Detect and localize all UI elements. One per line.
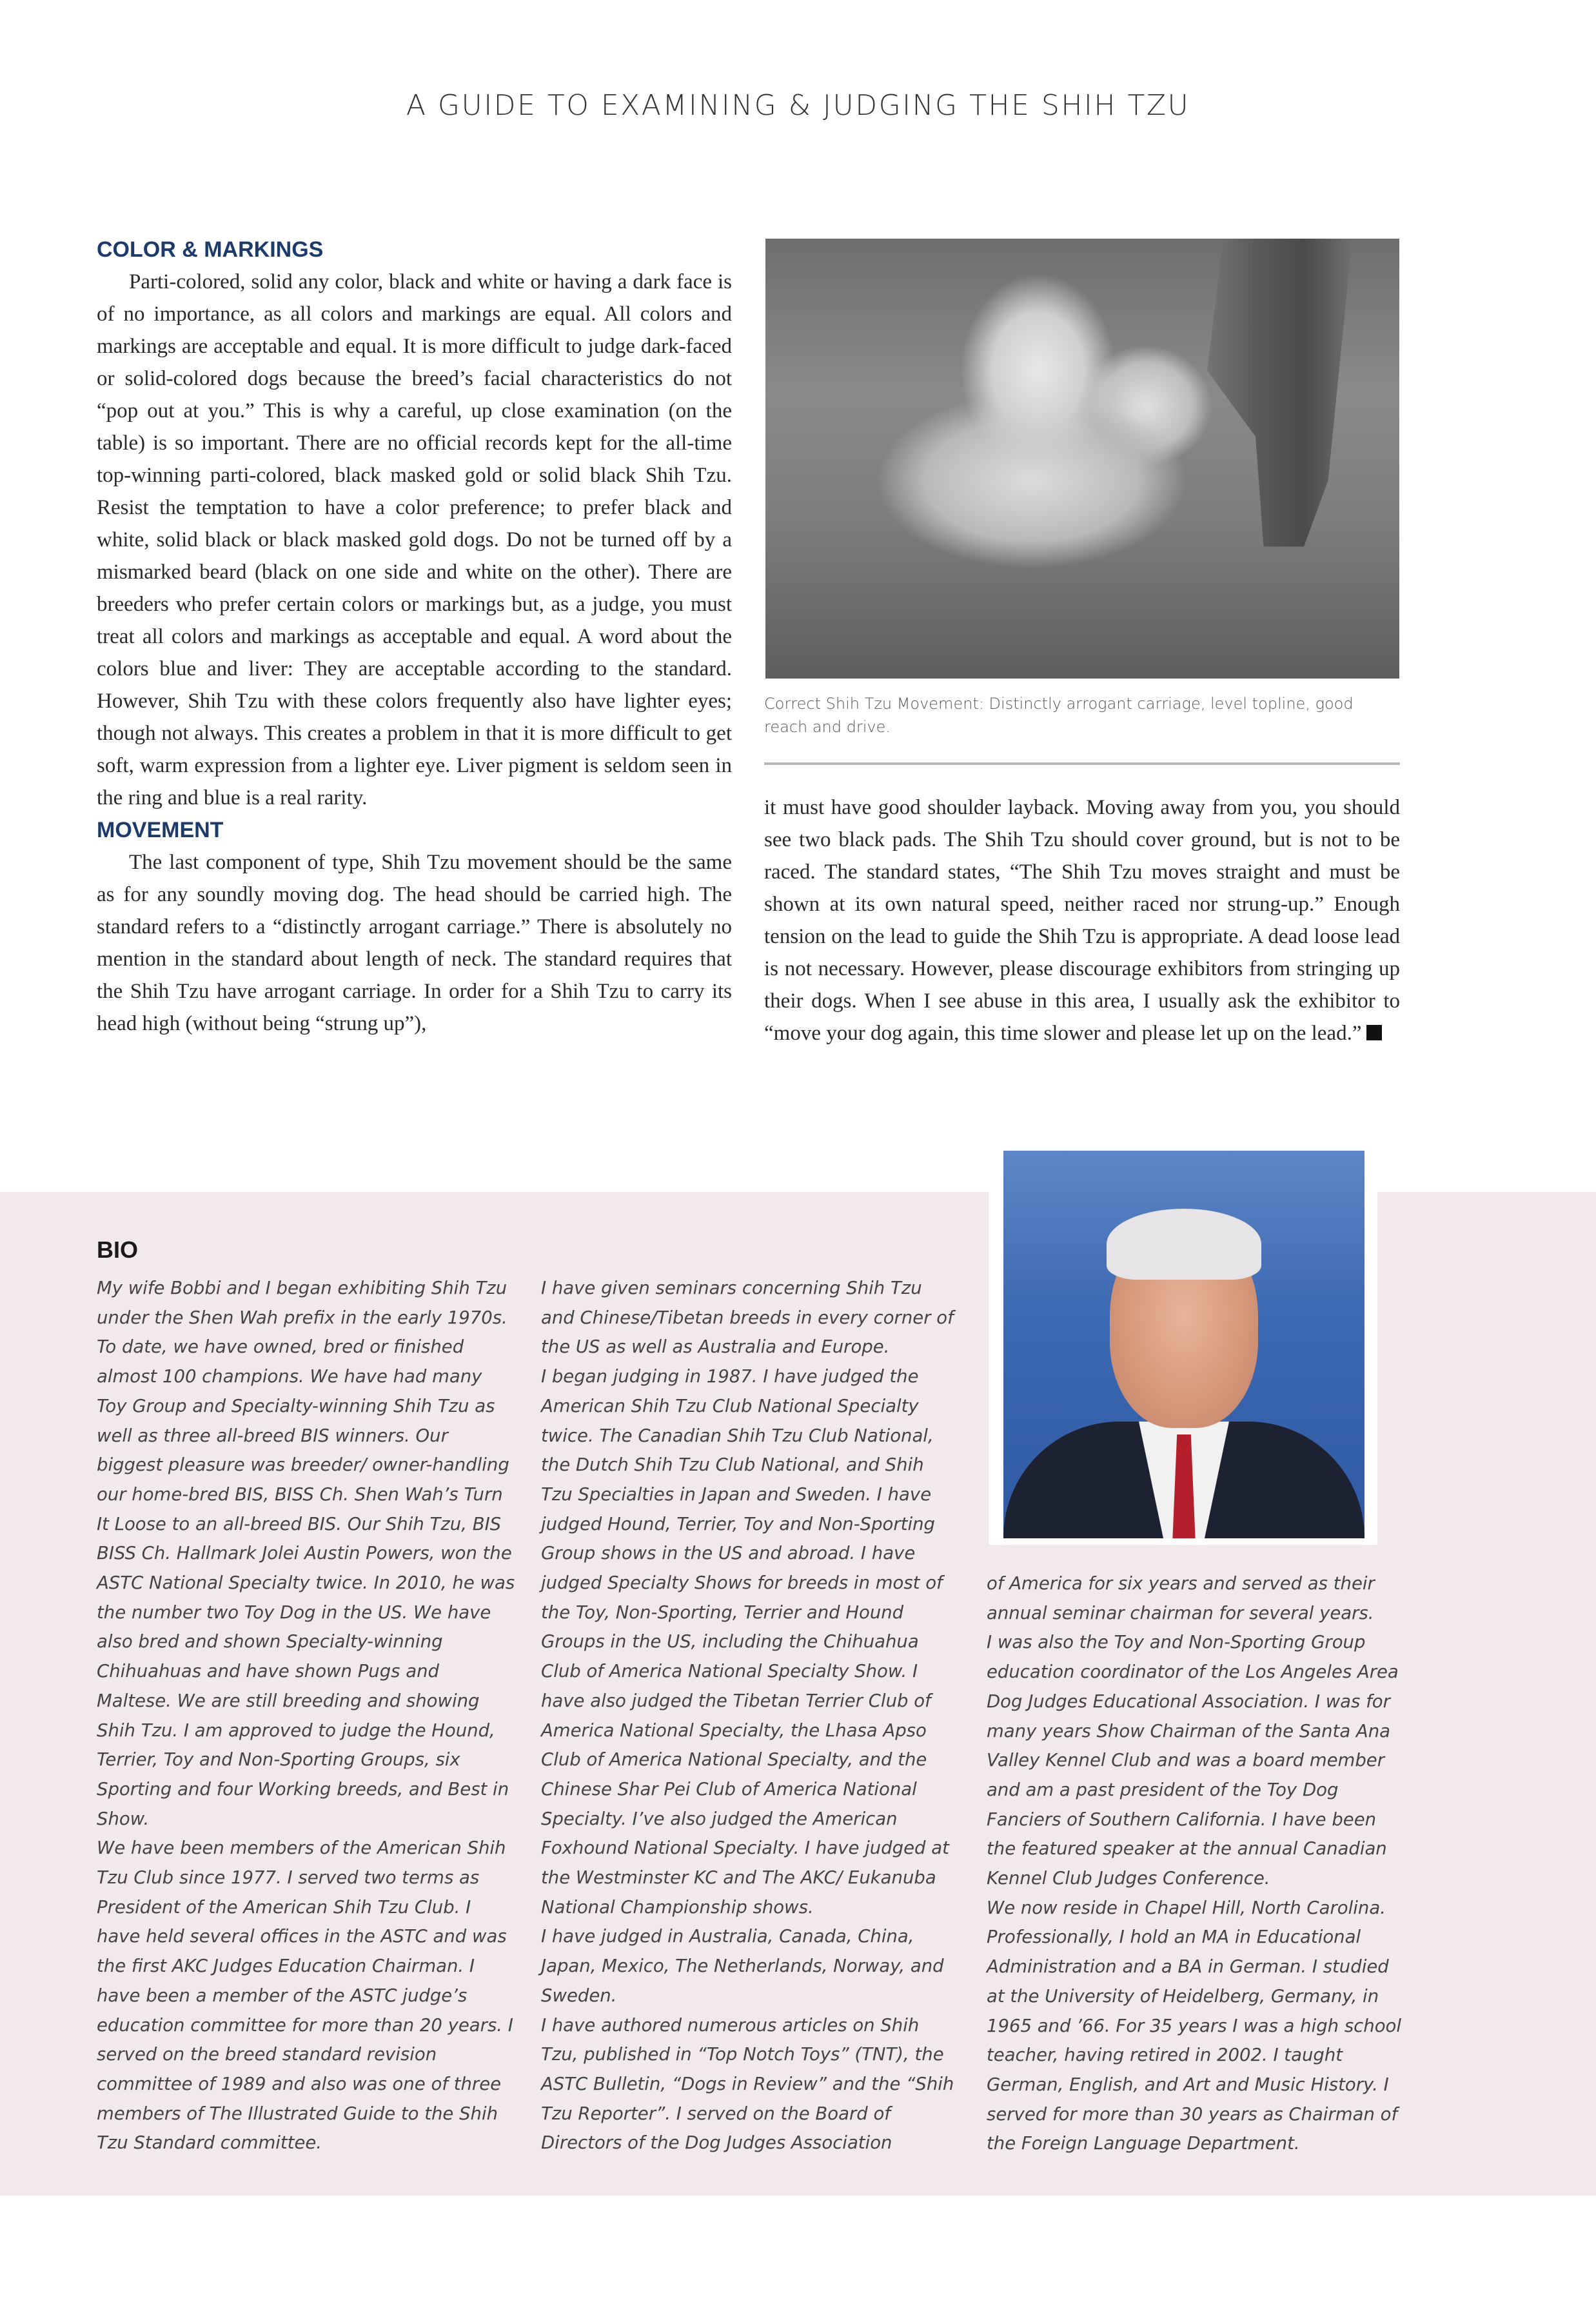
shih-tzu-movement-photo [765,239,1399,679]
color-markings-heading: COLOR & MARKINGS [97,237,324,262]
bio-paragraph: I have authored numerous articles on Shih Tzu, published in “Top Notch Toys” (TNT), the ASTC Bulletin, “Dogs in Review” and the “Shih Tzu Reporter”. I served on the Board of Directors of the Dog Judges Association [541,2014,954,2154]
color-markings-text: Parti-colored, solid any color, black and white or having a dark face is of no importance, as all colors and markings are equal. All colors and markings are acceptable and equal. It is more difficult to judge dark-faced or solid-colored dogs because the breed’s facial characteristics do not “pop out at you.” This is why a careful, up close examination (on the table) is so important. There are no official records kept for the all-time top-winning parti-colored, black masked gold or solid black Shih Tzu. Resist the temptation to have a color preference; to prefer black and white, solid black or black masked gold dogs. Do not be turned off by a mismarked beard (black on one side and white on the other). There are breeders who prefer certain colors or markings but, as a judge, you must treat all colors and markings as acceptable and equal. A word about the colors blue and liver: They are acceptable according to the standard. However, Shih Tzu with these colors frequently also have lighter eyes; though not always. This creates a problem in that it is more difficult to get soft, warm expression from a lighter eye. Liver pigment is seldom seen in the ring and blue is a real rarity. [97,270,732,809]
bio-paragraph: I was also the Toy and Non-Sporting Group education coordinator of the Los Angeles Area Dog Judges Educational Association. I was for many years Show Chairman of the Santa Ana Valley Kennel Club and was a board member and am a past president of the Toy Dog Fanciers of Southern California. I have been the featured speaker at the annual Canadian Kennel Club Judges Conference. [987,1632,1399,1889]
page-title: A GUIDE TO EXAMINING & JUDGING THE SHIH TZU [406,89,1190,122]
author-portrait [989,1145,1377,1545]
portrait-hair [1107,1209,1261,1280]
bio-column-3 [987,1569,1406,2159]
bio-paragraph: I began judging in 1987. I have judged the American Shih Tzu Club National Specialty twice. The Canadian Shih Tzu Club National, the Dutch Shih Tzu Club National, and Shih Tzu Specialties in Japan and Sweden. I have judged Hound, Terrier, Toy and Non-Sporting Group shows in the US and abroad. I have judged Specialty Shows for breeds in most of the Toy, Non-Sporting, Terrier and Hound Groups in the US, including the Chihuahua Club of America National Specialty Show. I have also judged the Tibetan Terrier Club of America National Specialty, the Lhasa Apso Club of America National Specialty, and the Chinese Shar Pei Club of America National Specialty. I’ve also judged the American Foxhound National Specialty. I have judged at the Westminster KC and The AKC/ Eukanuba National Championship shows. [541,1366,949,1918]
article-right-column [764,791,1400,1049]
portrait-image [1003,1151,1364,1538]
movement-heading: MOVEMENT [97,818,224,842]
bio-column-2 [541,1274,960,2158]
bio-heading: BIO [97,1236,139,1263]
bio-column-1 [97,1274,516,2158]
bio-paragraph: We now reside in Chapel Hill, North Carolina. Professionally, I hold an MA in Educational Administration and a BA in German. I studied at the University of Heidelberg, Germany, in 1965 and ’66. For 35 years I was a high school teacher, having retired in 2002. I taught German, English, and Art and Music History. I served for more than 30 years as Chairman of the Foreign Language Department. [987,1897,1401,2154]
bio-paragraph: My wife Bobbi and I began exhibiting Shih Tzu under the Shen Wah prefix in the early 1970s. To date, we have owned, bred or finished almost 100 champions. We have had many Toy Group and Specialty-winning Shih Tzu as well as three all-breed BIS winners. Our biggest pleasure was breeder/ owner-handling our home-bred BIS, BISS Ch. Shen Wah’s Turn It Loose to an all-breed BIS. Our Shih Tzu, BIS BISS Ch. Hallmark Jolei Austin Powers, won the ASTC National Specialty twice. In 2010, he was the number two Toy Dog in the US. We have also bred and shown Specialty-winning Chihuahuas and have shown Pugs and Maltese. We are still breeding and showing Shih Tzu. I am approved to judge the Hound, Terrier, Toy and Non-Sporting Groups, six Sporting and four Working breeds, and Best in Show. [97,1278,515,1829]
bio-paragraph: We have been members of the American Shih Tzu Club since 1977. I served two terms as President of the American Shih Tzu Club. I have held several offices in the ASTC and was the first AKC Judges Education Chairman. I have been a member of the ASTC judge’s education committee for more than 20 years. I served on the breed standard revision committee of 1989 and also was one of three members of The Illustrated Guide to the Shih Tzu Standard committee. [97,1838,513,2154]
movement-text-continued: it must have good shoulder layback. Moving away from you, you should see two black pads. The Shih Tzu should cover ground, but is not to be raced. The standard states, “The Shih Tzu moves straight and must be shown at its own natural speed, neither raced nor strung-up.” Enough tension on the lead to guide the Shih Tzu is appropriate. A dead loose lead is not necessary. However, please discourage exhibitors from stringing up their dogs. When I see abuse in this area, I usually ask the exhibitor to “move your dog again, this time slower and please let up on the lead.” [764,796,1400,1045]
handler-legs [1191,239,1352,679]
article-left-column [97,233,732,1040]
end-mark-icon [1366,1025,1382,1040]
movement-text: The last component of type, Shih Tzu movement should be the same as for any soundly moving dog. The head should be carried high. The standard refers to a “distinctly arrogant carriage.” There is absolutely no mention in the standard about length of neck. The standard requires that the Shih Tzu have arrogant carriage. In order for a Shih Tzu to carry its head high (without being “strung up”), [97,851,732,1035]
bio-paragraph: I have judged in Australia, Canada, China, Japan, Mexico, The Netherlands, Norway, and Sweden. [541,1926,944,2006]
bio-paragraph: of America for six years and served as their annual seminar chairman for several years. [987,1573,1375,1623]
caption-divider [764,762,1400,765]
bio-paragraph: I have given seminars concerning Shih Tzu and Chinese/Tibetan breeds in every corner of the US as well as Australia and Europe. [541,1278,954,1358]
photo-caption: Correct Shih Tzu Movement: Distinctly arrogant carriage, level topline, good reach and drive. [764,695,1354,736]
